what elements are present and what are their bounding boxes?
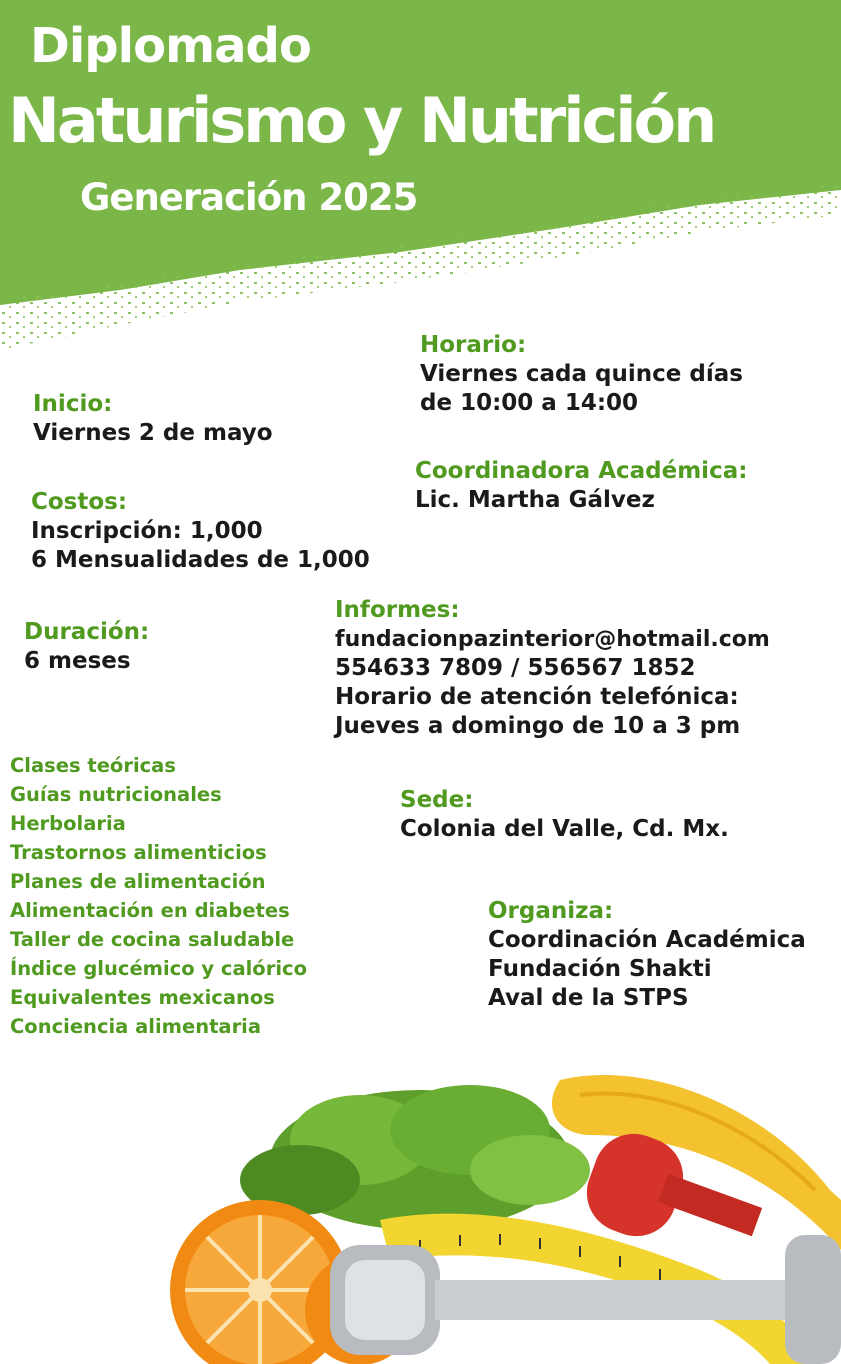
informes-label: Informes: (335, 597, 460, 623)
topics-list (10, 751, 307, 1041)
informes-horario-value: Jueves a domingo de 10 a 3 pm (335, 713, 741, 739)
sede-label: Sede: (400, 787, 474, 813)
list-item: Clases teóricas (10, 754, 176, 777)
horario-line-1: Viernes cada quince días (420, 361, 743, 387)
organiza-label: Organiza: (488, 898, 614, 924)
informes-email[interactable]: fundacionpazinterior@hotmail.com (335, 627, 770, 652)
horario-block (420, 331, 743, 418)
title-generacion: Generación 2025 (80, 176, 418, 219)
list-item: Conciencia alimentaria (10, 1015, 262, 1038)
sede-value: Colonia del Valle, Cd. Mx. (400, 816, 729, 842)
coordinadora-block (415, 457, 747, 515)
organiza-line-1: Coordinación Académica (488, 927, 806, 953)
inicio-value: Viernes 2 de mayo (33, 420, 273, 446)
horario-line-2: de 10:00 a 14:00 (420, 390, 639, 416)
title-naturismo-nutricion: Naturismo y Nutrición (8, 84, 715, 157)
costos-line-2: 6 Mensualidades de 1,000 (31, 547, 370, 573)
coordinadora-value: Lic. Martha Gálvez (415, 487, 655, 513)
list-item: Alimentación en diabetes (10, 899, 290, 922)
healthy-food-illustration (0, 1040, 841, 1364)
sede-block (400, 786, 729, 844)
list-item: Índice glucémico y calórico (10, 957, 307, 980)
list-item: Herbolaria (10, 812, 126, 835)
costos-line-1: Inscripción: 1,000 (31, 518, 263, 544)
header-banner (0, 0, 841, 360)
list-item: Taller de cocina saludable (10, 928, 295, 951)
horario-label: Horario: (420, 332, 527, 358)
list-item: Planes de alimentación (10, 870, 266, 893)
list-item: Guías nutricionales (10, 783, 222, 806)
costos-block (31, 488, 370, 575)
costos-label: Costos: (31, 489, 128, 515)
duracion-label: Duración: (24, 619, 150, 645)
duracion-value: 6 meses (24, 648, 131, 674)
informes-phones[interactable]: 554633 7809 / 556567 1852 (335, 655, 696, 681)
coordinadora-label: Coordinadora Académica: (415, 458, 748, 484)
inicio-label: Inicio: (33, 391, 113, 417)
title-diplomado: Diplomado (30, 18, 311, 74)
list-item: Trastornos alimenticios (10, 841, 267, 864)
banana-icon (552, 1075, 841, 1250)
informes-block (335, 596, 770, 741)
list-item: Equivalentes mexicanos (10, 986, 275, 1009)
duracion-block (24, 618, 149, 676)
informes-horario-label: Horario de atención telefónica: (335, 684, 739, 710)
inicio-block (33, 390, 273, 448)
organiza-block (488, 897, 806, 1013)
organiza-line-2: Fundación Shakti (488, 956, 712, 982)
organiza-line-3: Aval de la STPS (488, 985, 689, 1011)
